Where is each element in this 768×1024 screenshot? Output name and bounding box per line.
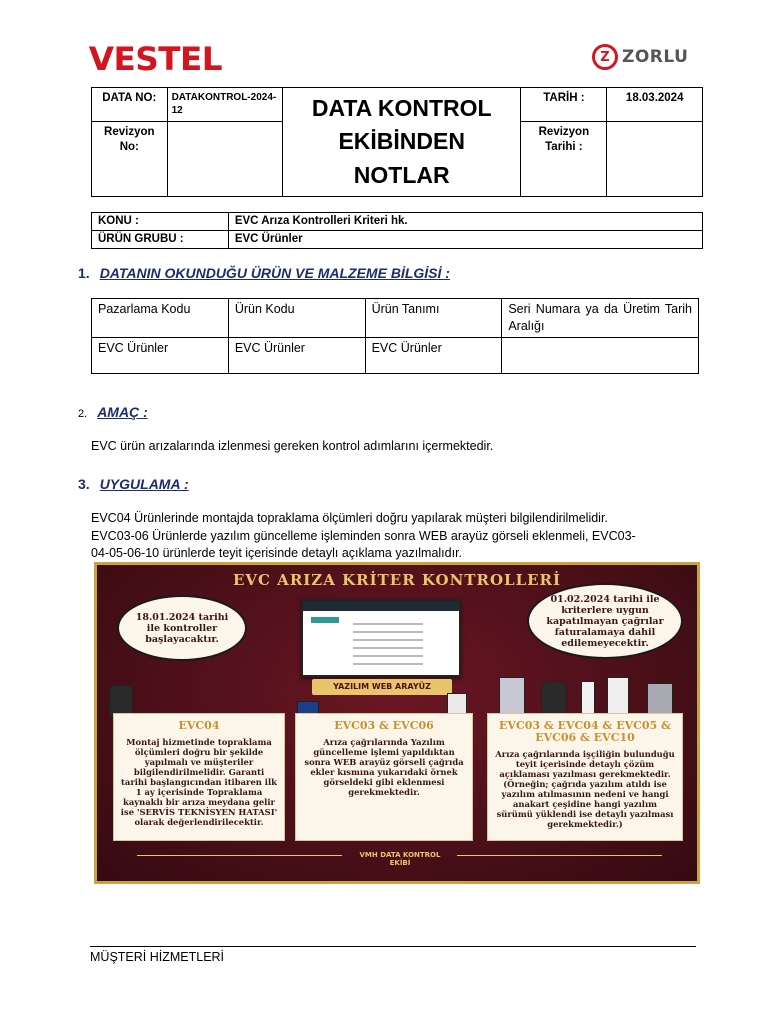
section-1-number: 1.: [78, 265, 90, 281]
infographic-footer-line-right: [457, 855, 662, 856]
urun-grubu-value: EVC Ürünler: [228, 231, 702, 249]
panel-evc03-evc06: [295, 713, 473, 841]
screenshot-row: [353, 647, 423, 649]
screenshot-row: [353, 663, 423, 665]
evc05-charger-icon: [499, 677, 525, 717]
panel-evc-all-text: Arıza çağrılarında işçiliğin bulunduğu teyit içerisinde detaylı çözüm açıklaması yazılması gerekmektedir. (Örneğin; çağrıda yazılım atıldı ise yazılım atılmasının nedeni ve hangi anakart çeşidine hangi yazılım sürümü yüklendi ise detaylı yazılması gerekmektedir.): [495, 749, 675, 829]
web-interface-screenshot: [301, 599, 461, 677]
footer-text: MÜŞTERİ HİZMETLERİ: [90, 950, 225, 964]
speech-bubble-start-date: 18.01.2024 tarihi ile kontroller başlayacaktır.: [117, 595, 247, 661]
screenshot-row: [353, 655, 423, 657]
speech-bubble-invoice-date: 01.02.2024 tarihi ile kriterlere uygun kapatılmayan çağrılar faturalamaya dahil edilemeyecektir.: [527, 583, 683, 659]
panel-evc-all-title: EVC03 & EVC04 & EVC05 & EVC06 & EVC10: [499, 719, 671, 744]
panel-evc04-title: EVC04: [178, 719, 220, 732]
infographic-footer-label: VMH DATA KONTROL EKİBİ: [359, 851, 441, 867]
panel-evc-all: [487, 713, 683, 841]
section-1-title: DATANIN OKUNDUĞU ÜRÜN VE MALZEME BİLGİSİ :: [99, 265, 450, 281]
evc-criteria-infographic: [94, 562, 700, 884]
revizyon-tarihi-label: Revizyon Tarihi :: [521, 122, 607, 197]
tarih-label: TARİH :: [521, 88, 607, 122]
data-no-label: DATA NO:: [92, 88, 168, 122]
screenshot-row: [353, 623, 423, 625]
material-header-cell: Ürün Kodu: [228, 299, 365, 338]
material-header-cell: Seri Numara ya da Üretim Tarih Aralığı: [502, 299, 699, 338]
section-3-body: [91, 510, 701, 563]
zorlu-mark-icon: Z: [592, 44, 618, 70]
material-data-cell: EVC Ürünler: [228, 338, 365, 374]
section-2-text: EVC ürün arızalarında izlenmesi gereken kontrol adımlarını içermektedir.: [91, 439, 494, 453]
screenshot-row: [353, 639, 423, 641]
document-title-line-2: EKİBİNDEN: [338, 128, 465, 155]
revizyon-no-value: [167, 122, 282, 197]
screenshot-tab: [311, 617, 339, 623]
section-3-heading: [78, 476, 189, 492]
material-header-cell: Pazarlama Kodu: [92, 299, 229, 338]
material-data-cell: [502, 338, 699, 374]
screenshot-titlebar: [303, 601, 459, 611]
panel-evc04-text: Montaj hizmetinde topraklama ölçümleri doğru bir şekilde yapılmalı ve müşteriler bilgilendirilmelidir. Garanti tarihi başlangıcından itibaren ilk 1 ay içerisinde Topraklama kaynaklı bir arıza meydana gelir ise 'SERVİS TEKNİSYEN HATASI' olarak değerlendirilecektir.: [120, 737, 278, 827]
revizyon-no-label: Revizyon No:: [92, 122, 168, 197]
data-no-value: DATAKONTROL-2024-12: [167, 88, 282, 122]
footer-divider: [90, 946, 696, 947]
section-3-line: 04-05-06-10 ürünlerde teyit içerisinde detaylı açıklama yazılmalıdır.: [91, 546, 463, 560]
konu-value: EVC Arıza Kontrolleri Kriteri hk.: [228, 213, 702, 231]
vestel-logo: VESTEL: [88, 40, 223, 78]
section-3-line: EVC04 Ürünlerinde montajda topraklama ölçümleri doğru yapılarak müşteri bilgilendirilmelidir.: [91, 511, 608, 525]
document-title: [283, 88, 521, 197]
document-header-table: [91, 87, 703, 197]
tarih-value: 18.03.2024: [607, 88, 703, 122]
section-3-number: 3.: [78, 476, 90, 492]
section-2-number: 2.: [78, 408, 88, 420]
infographic-title: EVC ARIZA KRİTER KONTROLLERİ: [232, 571, 562, 589]
web-interface-ribbon: YAZILIM WEB ARAYÜZ: [312, 679, 452, 695]
document-title-line-3: NOTLAR: [353, 161, 450, 188]
zorlu-wordmark: ZORLU: [622, 47, 689, 67]
panel-evc04: [113, 713, 285, 841]
section-1-heading: [78, 265, 450, 281]
material-info-table: [91, 298, 699, 374]
section-2-title: AMAÇ :: [97, 404, 148, 420]
section-3-title: UYGULAMA :: [99, 476, 189, 492]
section-3-line: EVC03-06 Ürünlerde yazılım güncelleme işleminden sonra WEB arayüz görseli eklenmeli, EVC03-: [91, 528, 636, 543]
panel-evc03-evc06-text: Arıza çağrılarında Yazılım güncelleme işlemi yapıldıktan sonra WEB arayüz görseli çağrıda ekler kısmına yukarıdaki örnek görseldeki gibi eklenmesi gerekmektedir.: [304, 737, 464, 797]
material-header-cell: Ürün Tanımı: [365, 299, 502, 338]
urun-grubu-label: ÜRÜN GRUBU :: [92, 231, 229, 249]
material-data-cell: EVC Ürünler: [365, 338, 502, 374]
subject-table: [91, 212, 703, 249]
panel-evc03-evc06-title: EVC03 & EVC06: [334, 719, 434, 732]
section-2-heading: [78, 404, 148, 420]
screenshot-row: [353, 631, 423, 633]
zorlu-logo: [592, 44, 688, 70]
evc04b-charger-icon: [541, 681, 567, 715]
konu-label: KONU :: [92, 213, 229, 231]
infographic-footer-line-left: [137, 855, 342, 856]
material-data-cell: EVC Ürünler: [92, 338, 229, 374]
revizyon-tarihi-value: [607, 122, 703, 197]
document-title-line-1: DATA KONTROL: [311, 94, 492, 121]
